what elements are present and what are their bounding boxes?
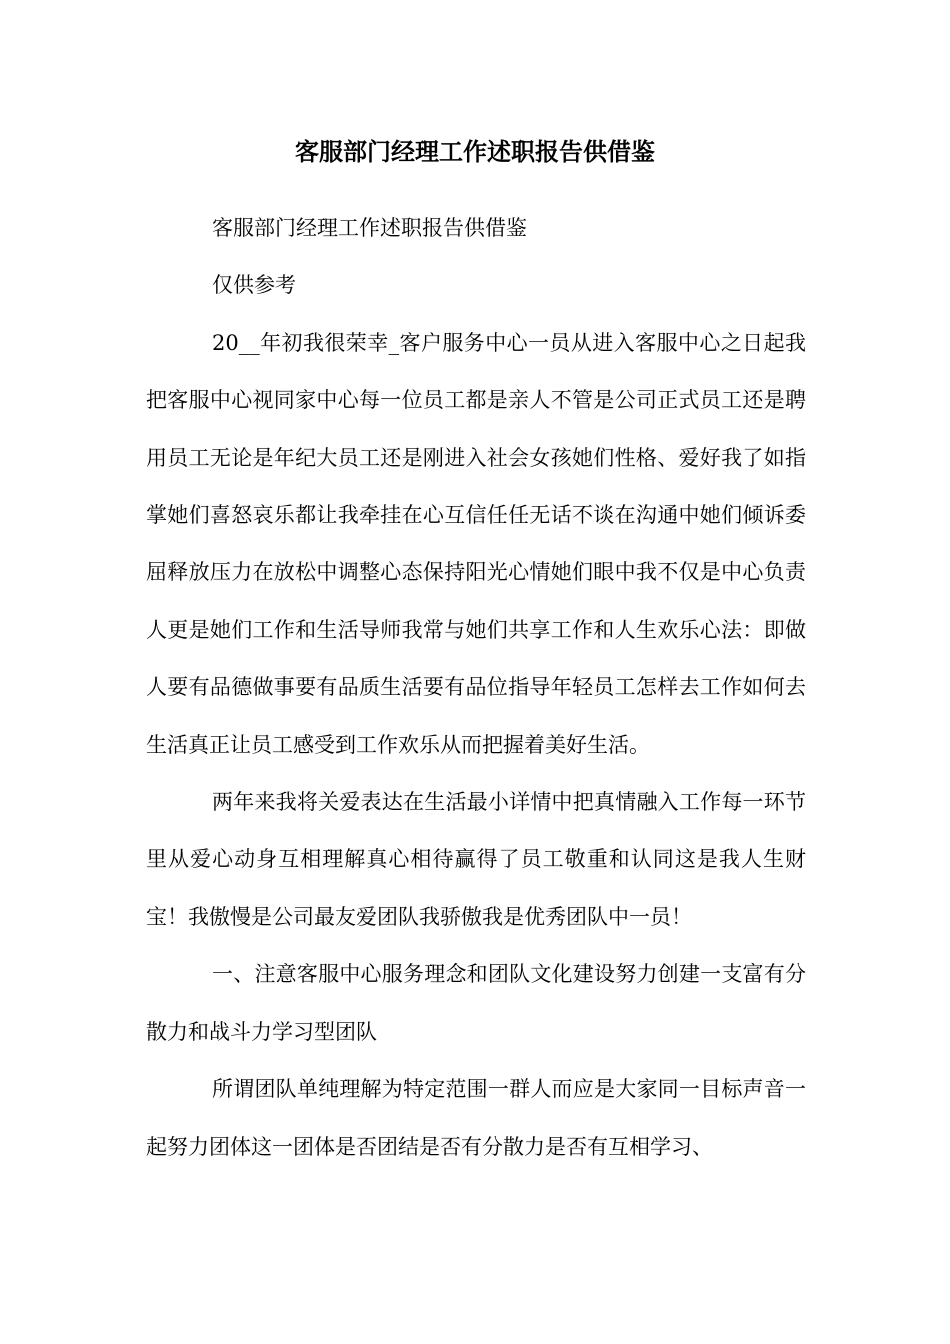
paragraph: 两年来我将关爱表达在生活最小详情中把真情融入工作每一环节里从爱心动身互相理解真心相待赢得了员工敬重和认同这是我人生财宝！我傲慢是公司最友爱团队我骄傲我是优秀团队中一员！ xyxy=(146,790,806,929)
document-title: 客服部门经理工作述职报告供借鉴 xyxy=(295,138,655,166)
paragraph: 所谓团队单纯理解为特定范围一群人而应是大家同一目标声音一起努力团体这一团体是否团结是否有分散力是否有互相学习、 xyxy=(146,1077,806,1159)
paragraph: 20__年初我很荣幸_客户服务中心一员从进入客服中心之日起我把客服中心视同家中心每一位员工都是亲人不管是公司正式员工还是聘用员工无论是年纪大员工还是刚进入社会女孩她们性格、爱好我了如指掌她们喜怒哀乐都让我牵挂在心互信任任无话不谈在沟通中她们倾诉委屈释放压力在放松中调整心态保持阳光心情她们眼中我不仅是中心负责人更是她们工作和生活导师我常与她们共享工作和人生欢乐心法：即做人要有品德做事要有品质生活要有品位指导年轻员工怎样去工作如何去生活真正让员工感受到工作欢乐从而把握着美好生活。 xyxy=(146,330,806,757)
paragraph-note: 仅供参考 xyxy=(212,273,296,298)
section-heading: 一、注意客服中心服务理念和团队文化建设努力创建一支富有分散力和战斗力学习型团队 xyxy=(146,962,806,1044)
paragraph-subtitle: 客服部门经理工作述职报告供借鉴 xyxy=(212,216,527,240)
document-body xyxy=(146,200,806,1176)
